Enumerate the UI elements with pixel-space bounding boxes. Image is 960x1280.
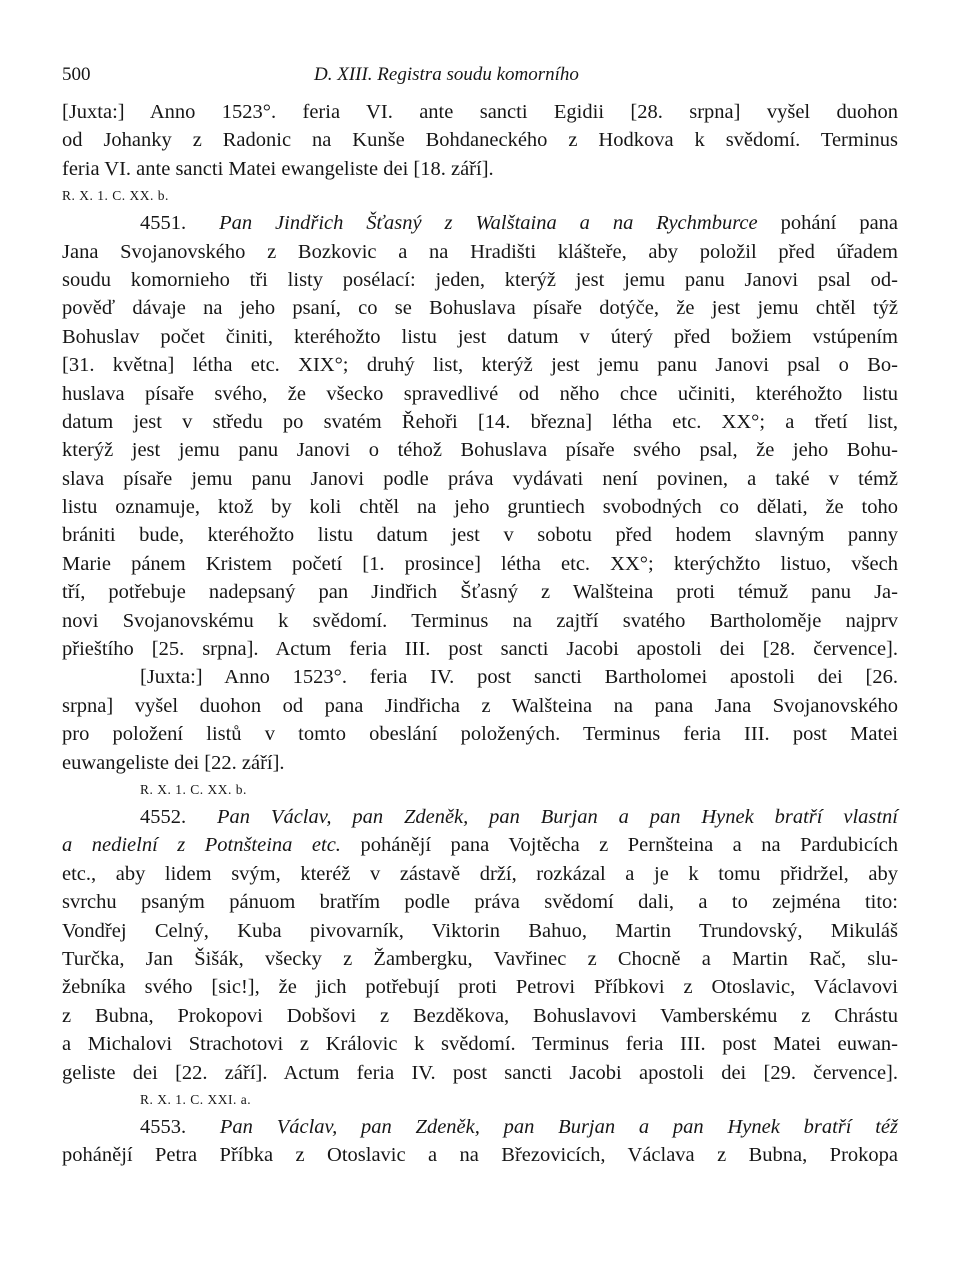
text-line: pohánějí Petra Příbka z Otoslavic a na Březovicích, Václava z Bubna, Prokopa	[62, 1144, 898, 1167]
entry-italic-head: Pan Jindřich Šťasný z Walštaina a na Rychmburce	[219, 212, 758, 235]
text-line: [Juxta:] Anno 1523°. feria IV. post sancti Bartholomei apostoli dei [26.	[140, 666, 898, 689]
text-line: etc., aby lidem svým, kteréž v zástavě drží, rozkázal a je k tomu přidržel, aby	[62, 862, 898, 885]
text-line: geliste dei [22. září]. Actum feria IV. post sancti Jacobi apostoli dei [29. července].	[62, 1061, 898, 1084]
text-line: srpna] vyšel duohon od pana Jindřicha z Walšteina na pana Jana Svojanovského	[62, 694, 898, 717]
running-title: D. XIII. Registra soudu komorního	[314, 64, 579, 85]
text-line: brániti bude, kteréhožto listu datum jest v sobotu před hodem slavným panny	[62, 524, 898, 547]
archival-signature: R. X. 1. C. XX. b.	[140, 781, 247, 797]
entry-head-rest: pohání pana	[780, 212, 899, 235]
entry-italic-head-cont: a nedielní z Potnšteina etc.	[62, 834, 341, 857]
text-line: novi Svojanovskému k svědomí. Terminus na zajtří svatého Bartholoměje najprv	[62, 609, 898, 632]
text-line: kterýž jest jemu panu Janovi o téhož Bohuslava písaře svého psal, že jeho Bohu-	[62, 439, 898, 462]
text-line: euwangeliste dei [22. září].	[62, 751, 285, 774]
archival-signature: R. X. 1. C. XX. b.	[62, 188, 169, 204]
text-line: huslava písaře svého, že všecko spravedlivé od něho chce učiniti, kteréhožto listu	[62, 382, 898, 405]
page-header	[62, 54, 898, 94]
entry-head-rest: pohánějí pana Vojtěcha z Pernšteina a na Pardubicích	[360, 834, 899, 857]
text-line: [31. května] létha etc. XIX°; druhý list, kterýž jest jemu panu Janovi psal o Bo-	[62, 354, 898, 377]
text-line: žebníka svého [sic!], že jich potřebují proti Petrovi Příbkovi z Otoslavic, Václavovi	[62, 976, 898, 999]
entry-first-line	[62, 1113, 898, 1141]
text-line: pro položení listů v tomto obeslání položených. Terminus feria III. post Matei	[62, 723, 898, 746]
entry-second-line	[62, 831, 898, 859]
archival-signature: R. X. 1. C. XXI. a.	[140, 1091, 252, 1107]
entry-number: 4551.	[140, 212, 187, 235]
document-page	[62, 54, 898, 1170]
text-line: [Juxta:] Anno 1523°. feria VI. ante sancti Egidii [28. srpna] vyšel duohon	[62, 101, 898, 123]
text-line: listu oznamuje, ktož by koli chtěl na jeho gruntiech svobodných co dělati, že toho	[62, 496, 898, 519]
entry-italic-head: Pan Václav, pan Zdeněk, pan Burjan a pan Hynek bratří vlastní	[217, 805, 899, 828]
text-line: tří, potřebuje nadepsaný pan Jindřich Šťasný z Walšteina proti témuž panu Ja-	[62, 581, 898, 604]
text-line: feria VI. ante sancti Matei ewangeliste dei [18. září].	[62, 157, 494, 180]
text-line: z Bubna, Prokopovi Dobšovi z Bezděkova, Bohuslavovi Vamberskému z Chrástu	[62, 1004, 898, 1027]
text-line: Marie pánem Kristem početí [1. prosince] létha etc. XX°; kterýchžto listuo, všech	[62, 552, 898, 575]
text-line: datum jest v středu po svatém Řehoři [14. března] létha etc. XX°; a třetí list,	[62, 410, 898, 433]
text-line: přieštího [25. srpna]. Actum feria III. post sancti Jacobi apostoli dei [28. července].	[62, 638, 898, 661]
text-line: svrchu psaným pánuom bratřím podle práva svědomí dali, a to zejména tito:	[62, 891, 898, 914]
text-line: od Johanky z Radonic na Kunše Bohdaneckého z Hodkova k svědomí. Terminus	[62, 129, 898, 152]
text-line: Jana Svojanovského z Bozkovic a na Hradišti klášteře, aby položil před úřadem	[62, 240, 898, 263]
text-line: slava písaře jemu panu Janovi podle práva vydávati není povinen, a také v témž	[62, 467, 898, 490]
text-line: soudu komornieho tři listy posélací: jeden, kterýž jest jemu panu Janovi psal od-	[62, 268, 898, 291]
entry-first-line	[62, 803, 898, 831]
text-line: a Michalovi Strachotovi z Královic k svědomí. Terminus feria III. post Matei euwan-	[62, 1033, 898, 1056]
entry-first-line	[62, 209, 898, 237]
body-text	[62, 98, 898, 1170]
entry-italic-head: Pan Václav, pan Zdeněk, pan Burjan a pan Hynek bratří též	[219, 1115, 898, 1138]
text-line: Vondřej Celný, Kuba pivovarník, Viktorin Bahuo, Martin Trundovský, Mikuláš	[62, 919, 898, 942]
text-line: pověď dávaje na jeho psaní, co se Bohuslava písaře dotýče, že jest jemu chtěl týž	[62, 297, 898, 320]
page-number: 500	[62, 64, 91, 85]
text-line: Turčka, Jan Šišák, všecky z Žambergku, Vavřinec z Chocně a Martin Rač, slu-	[62, 947, 898, 970]
entry-number: 4553.	[140, 1115, 187, 1138]
entry-number: 4552.	[140, 805, 187, 828]
text-line: Bohuslav počet činiti, kteréhožto listu jest datum v úterý před božiem vstúpením	[62, 325, 898, 348]
